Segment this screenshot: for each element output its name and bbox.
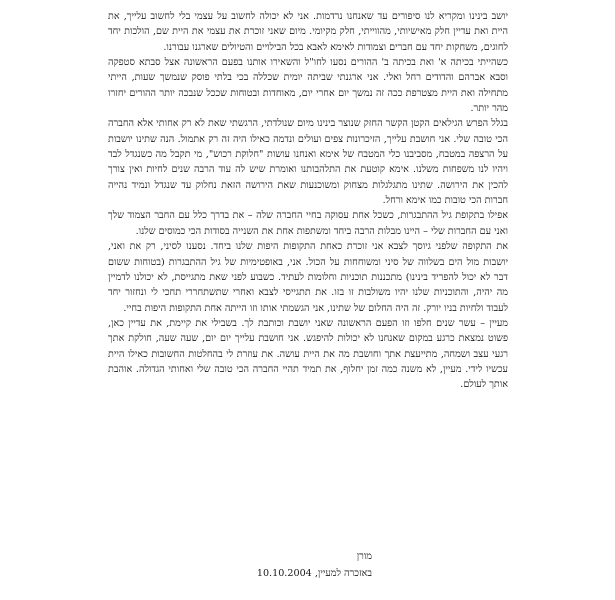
letter-paragraph-4: אפילו בתקופת גיל ההתבגרות, כשכל אחת עסוקה בחיי החברה שלה – את בדרך כלל עם החבר הצמוד שלך ואני עם החברות שלי – היינו מבלות הרבה ביחד ומשתפות אחת את השנייה בסודות הכי כמוסים שלנו.: [108, 210, 508, 237]
letter-paragraph-1: יושב בינינו ומקריא לנו סיפורים עד שאנחנו נרדמות. אני לא יכולה לחשוב על עצמי בלי לחשוב עלייך, את היית ואת עדיין חלק מאישיותי, מהווייתי, חלק מקיומי. מיום שאני זוכרת את עצמי את היית שם, הולכות יחד לחוגים, משחקות יחד עם חברים וצמודות לאימא לאבא בכל הבילויים והטיולים שארגנו עבורנו.: [108, 11, 508, 53]
letter-body: [108, 9, 508, 393]
letter-paragraph-2: כשהייתי בכיתה א' ואת בכיתה ב' ההורים נסעו לחו"ל והשאירו אותנו בפעם הראשונה אצל סבתא סטפקה וסבא אברהם והדודים רחל ואלי. אני ארגנתי שביתה יומית שכללה בכי בלתי פוסק שנמשך שעות, הייתי מתחילה ואת היית מצטרפת ככה זה נמשך יום אחרי יום, מאוחדות ובטוחות שככל שנבכה יותר ההורים יחזרו מהר יותר.: [108, 57, 508, 115]
signature-caption-line: [257, 566, 372, 581]
signature-block: [257, 549, 372, 581]
letter-paragraph-6: מעיין – עשר שנים חלפו וזו הפעם הראשונה שאני יושבת וכותבת לך. בשבילי את קיימת, את עדיין כאן, פשוט נמצאת כרגע במקום שאנחנו לא יכולות להיפגש. אני חושבת עלייך יום יום, שעה שעה, חולקת אתך רגעי עצב ושמחה, מתייעצת אתך וחושבת מה את היית עושה. את עוזרת לי בהחלטות החשובות כאילו היית עכשיו לידי. מעיין, לא משנה כמה זמן יחלוף, את תמיד תהיי החברה הכי טובה שלי ואחותי הגדולה. אוהבת אותך לעולם.: [108, 317, 508, 391]
letter-paragraph-3: בגלל הפרש הגילאים הקטן הקשר החזק שנוצר בינינו מיום שנולדתי, הרגשתי שאת לא רק אחותי אלא החברה הכי טובה שלי. אני חושבת עלייך, הזיכרונות צפים ועולים ונדמה כאילו היה זה רק אתמול. הנה שתינו יושבות על הרצפה במטבח, מסביבנו כלי המטבח של אימא ואנחנו עושות "חלוקת רכוש", מי תקבל מה כשנגדל לבד ויהיו לנו משפחות משלנו. אימא קוטעת את התלהבותנו ואומרת שיש לה עוד הרבה שנים לחיות ואין צורך להכין את הירושה. שתינו מתגלגלות מצחוק ומשוכנעות שאת הירושה הזאת נחלוק עד שנגדל ונמיד נהייה חברות הכי טובות כמו אימא ורחל.: [108, 118, 508, 207]
signature-date: 10.10.2004: [256, 568, 312, 579]
letter-paragraph-5: את התקופה שלפני גיוסך לצבא אני זוכרת כאחת התקופות היפות שלנו ביחד. נסענו לסיני, רק את ואני, יושבות מול הים בשלווה של סיני ומשוחחות על הכול. אני, באופטימיות של גיל ההתבגרות (בטוחות ששום דבר לא יכול להפריד בינינו) מתכננות תוכניות וחלומות לעתיד. כשבוע לפני שאת מתגייסת, לא יכולנו לדמיין מה יהיה, והתוכניות שלנו יהיו משולבות זו בזו. את תתגייסי לצבא ואחרי שתשתחררי תחכי לי ונחזור יחד לעבוד ולחיות בניו יורק. זה היה החלום של שתינו, אני הגשמתי אותו וזו הייתה אחת התקופות היפות בחיי.: [108, 241, 508, 314]
signature-name: מורן: [356, 551, 372, 562]
signature-caption: באזכרה למעיין,: [314, 568, 372, 579]
